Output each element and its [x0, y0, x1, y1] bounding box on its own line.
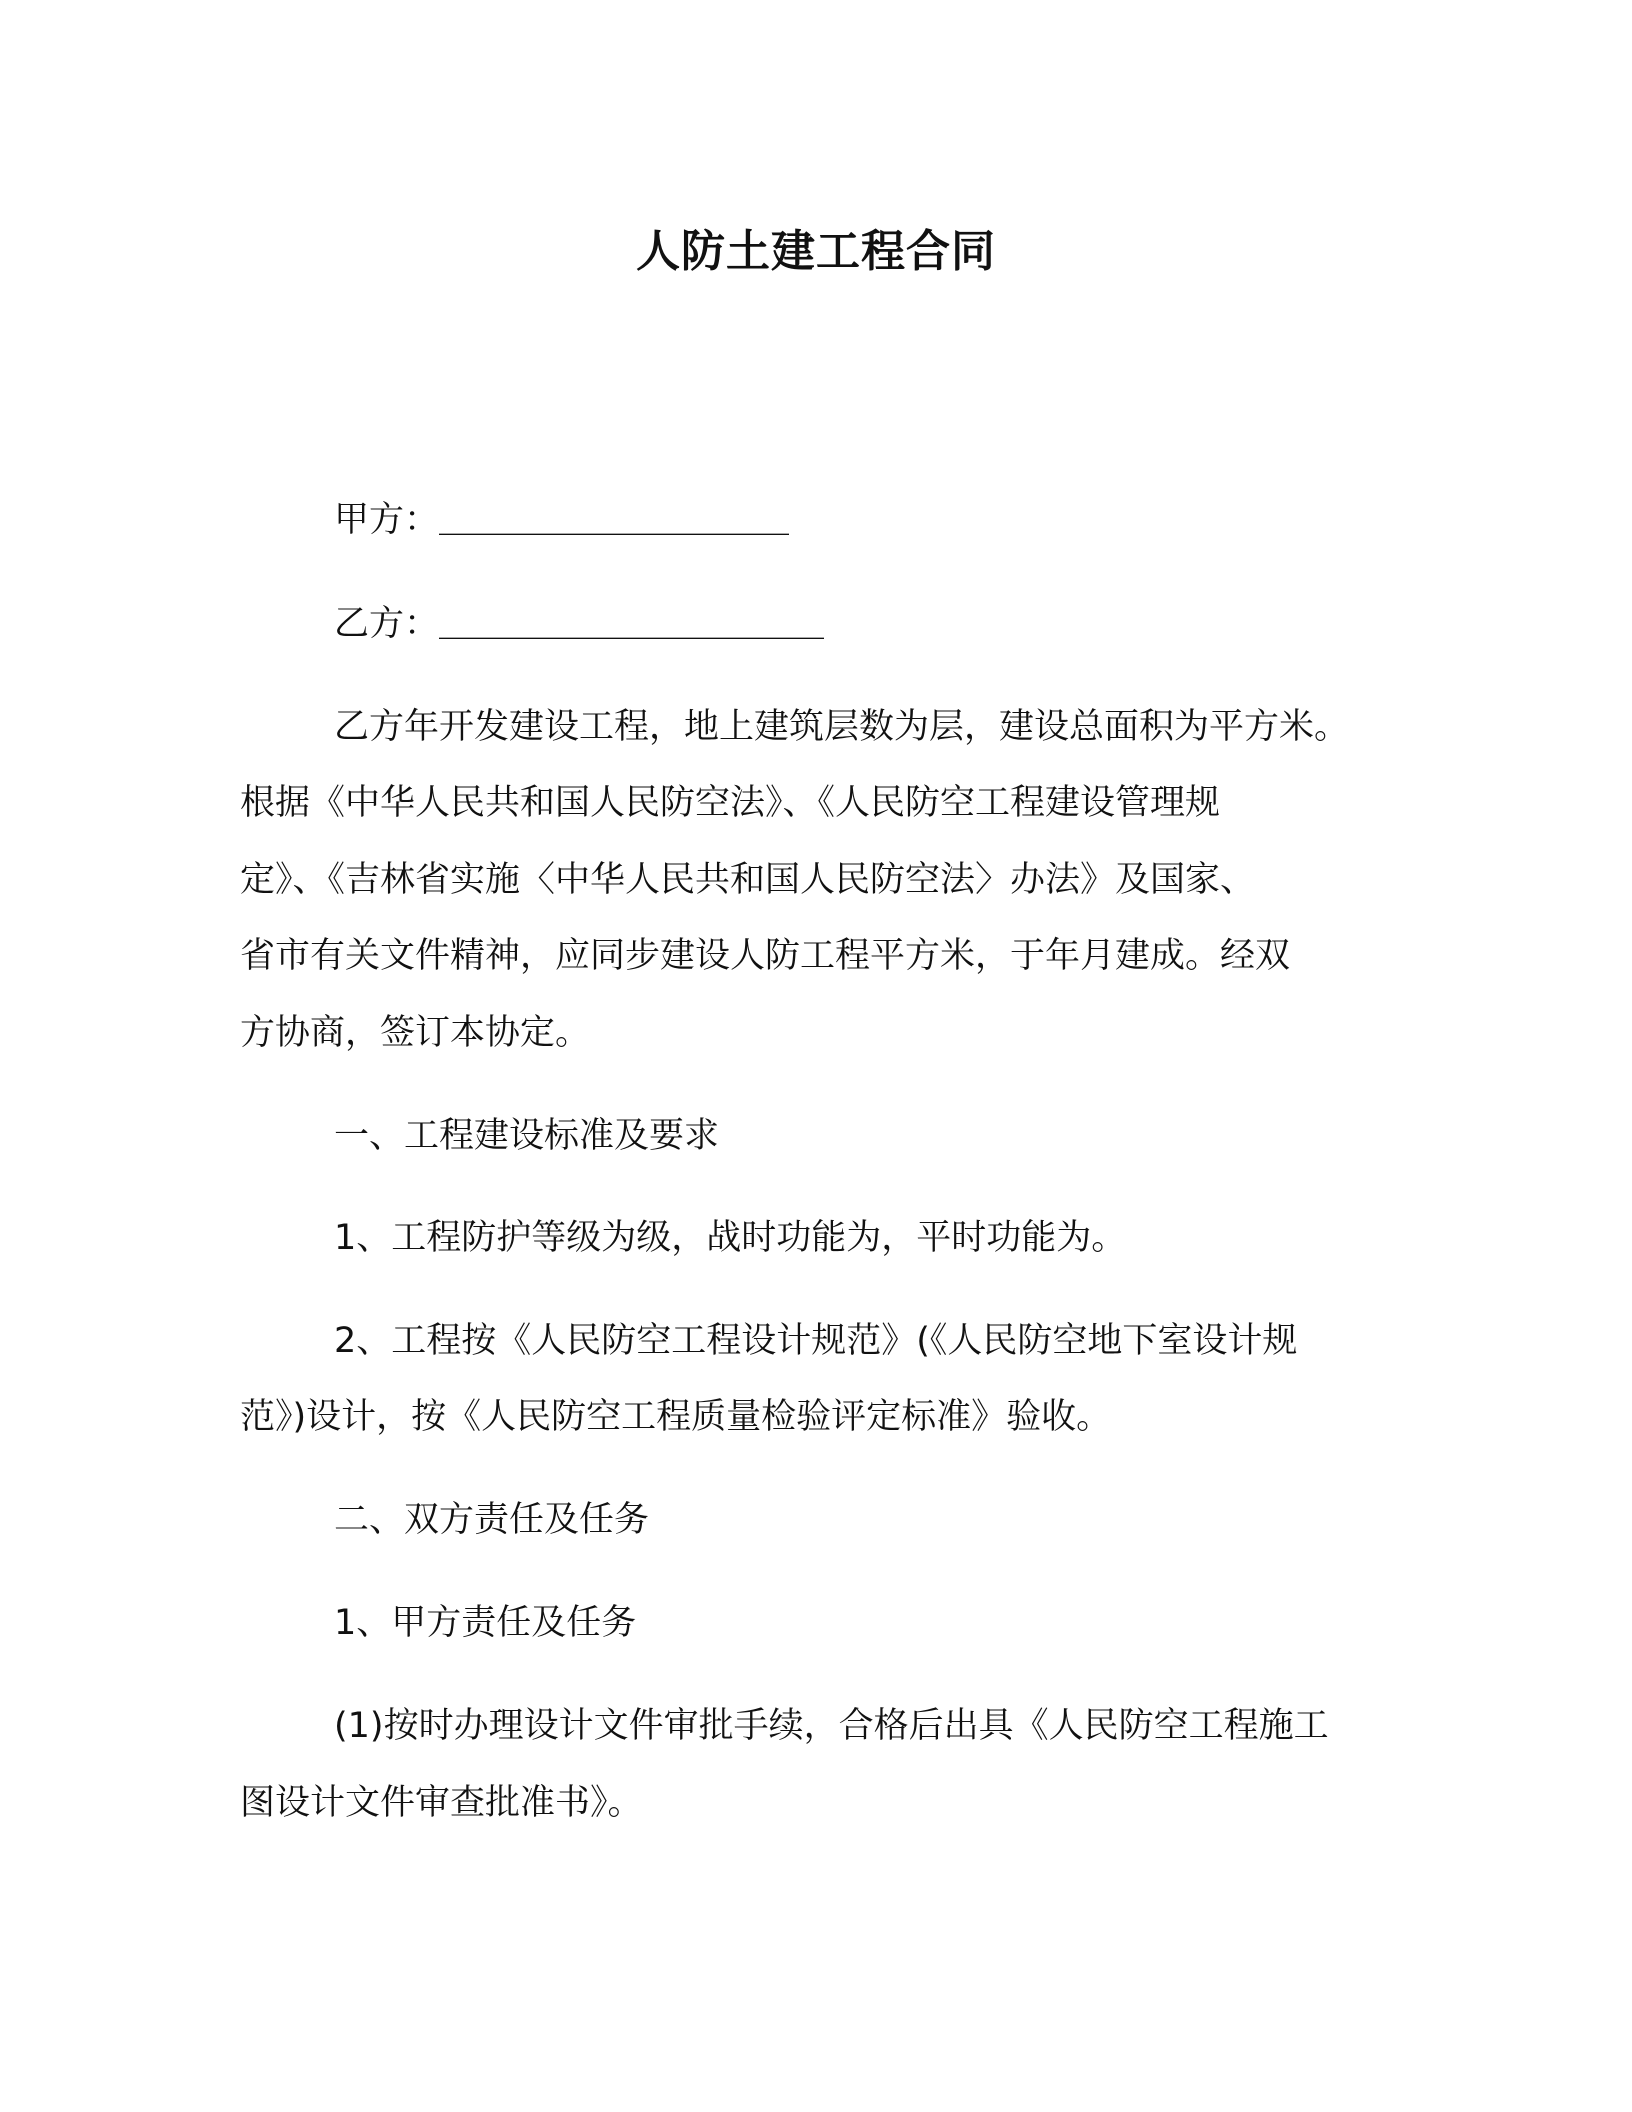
intro-line-4: 省市有关文件精神，应同步建设人防工程平方米，于年月建成。经双 — [240, 936, 1291, 976]
section-1-item-2-line-1: 2、工程按《人民防空工程设计规范》(《人民防空地下室设计规 — [334, 1321, 1298, 1361]
section-2-item-1-line-2: 图设计文件审查批准书》。 — [240, 1783, 643, 1823]
party-b-line: 乙方：＿＿＿＿＿＿＿＿＿＿＿ — [334, 604, 825, 644]
section-1-item-1: 1、工程防护等级为级，战时功能为，平时功能为。 — [334, 1218, 1127, 1258]
intro-line-5: 方协商，签订本协定。 — [240, 1013, 591, 1053]
section-1-item-2-line-2: 范》)设计，按《人民防空工程质量检验评定标准》验收。 — [240, 1397, 1112, 1437]
section-2-subheading-1: 1、甲方责任及任务 — [334, 1603, 637, 1643]
section-2-heading: 二、双方责任及任务 — [334, 1500, 650, 1540]
section-1-heading: 一、工程建设标准及要求 — [334, 1116, 720, 1156]
party-a-line: 甲方：＿＿＿＿＿＿＿＿＿＿ — [334, 500, 790, 540]
section-2-item-1-line-1: (1)按时办理设计文件审批手续，合格后出具《人民防空工程施工 — [334, 1706, 1329, 1746]
intro-line-1: 乙方年开发建设工程，地上建筑层数为层，建设总面积为平方米。 — [334, 707, 1350, 747]
intro-line-3: 定》、《吉林省实施〈中华人民共和国人民防空法〉办法》及国家、 — [240, 860, 1256, 900]
document-title: 人防土建工程合同 — [636, 226, 996, 277]
intro-line-2: 根据《中华人民共和国人民防空法》、《人民防空工程建设管理规 — [240, 783, 1221, 823]
